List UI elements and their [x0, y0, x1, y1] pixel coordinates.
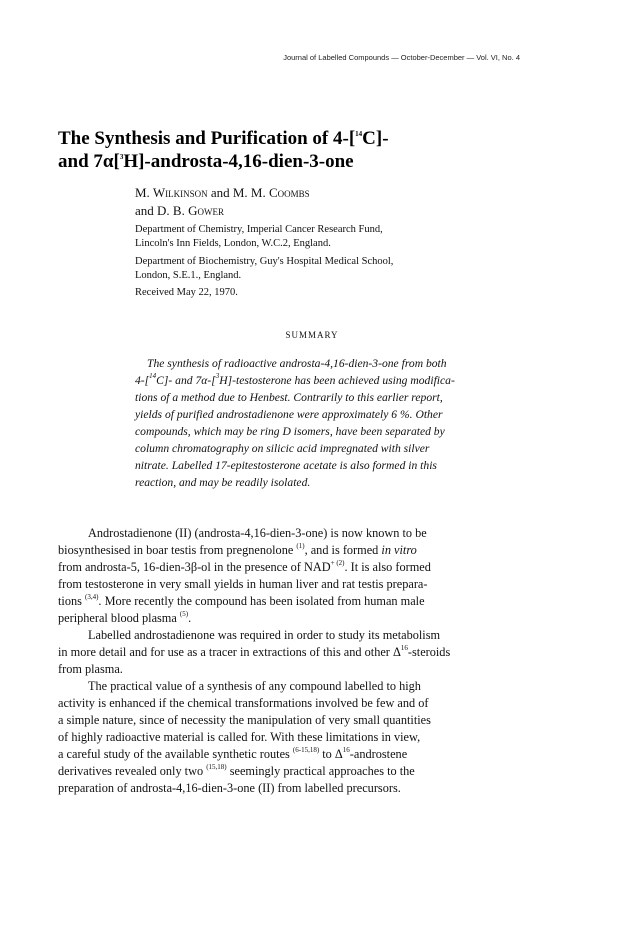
citation: (15,18) [206, 762, 227, 771]
received-date: Received May 22, 1970. [135, 287, 238, 298]
paragraph-2: Labelled androstadienone was required in order to study its metabolism [88, 628, 441, 642]
affiliation-1: Department of Chemistry, Imperial Cancer Research Fund, Lincoln's Inn Fields, London, W.C.2, England. [135, 224, 383, 249]
body-text: Androstadienone (II) (androsta-4,16-dien-3-one) is now known to be biosynthesised in boar testis from pregnenolone $^{(1)}$, and is formed in vitro from androsta-5, 16-dien-3β-ol in the presence of NAD+ $^{(2)}$. It is also formed from testosterone in very small yields in human liver and rat testis prepara- tions $^{(3,4)}$. More recently the compound has been isolated from human male peripheral blood plasma $^{(5)}$. Labelled androstadienone was required in order to study its metabolism in more detail and for use as a tracer in extractions of this and other $\Delta^{16}$-steroids from plasma. The practical value of a synthesis of any compound labelled to high activity is enhanced if the chemical transformations involved be few and of a simple nature, since of necessity the manipulation of very small quantities of highly radioactive material is called for. With these limitations in view, a careful study of the available synthetic routes $^{(6-15,18)}$ to $\Delta^{16}$-androstene derivatives revealed only two $^{(15,18)}$ seemingly practical approaches to the preparation of androsta-4,16-dien-3-one (II) from labelled precursors. [58, 525, 578, 797]
author-list: M. Wilkinson and M. M. Coombs and D. B. Gower [135, 185, 310, 218]
summary-abstract: The synthesis of radioactive androsta-4,16-dien-3-one from both 4-[$^{14}$C]- and 7α-[$^3$H]-testosterone has been achieved using modifica- tions of a method due to Henbest. Contrarily to this earlier report, yields of purified androstadienone were approximately 6 %. Other compounds, which may be ring D isomers, have been separated by column chromatography on silicic acid impregnated with silver nitrate. Labelled 17-epitestosterone acetate is also formed in this reaction, and may be readily isolated. [135, 357, 455, 489]
running-head: Journal of Labelled Compounds — October-December — Vol. VI, No. 4 [283, 53, 520, 62]
citation: (5) [179, 609, 189, 618]
author-name: M. M. Coombs [232, 185, 310, 200]
paragraph-1: Androstadienone (II) (androsta-4,16-dien-3-one) is now known to be [88, 526, 427, 540]
author-name: M. Wilkinson [135, 185, 208, 200]
paper-title [58, 127, 578, 173]
affiliation-2: Department of Biochemistry, Guy's Hospital Medical School, London, S.E.1., England. [135, 256, 394, 281]
citation: (6-15,18) [292, 745, 320, 754]
paragraph-3: The practical value of a synthesis of any compound labelled to high [88, 679, 421, 693]
title-line-2: and 7α[$^3$H]-androsta-4,16-dien-3-one [58, 151, 354, 172]
citation: (3,4) [85, 592, 99, 601]
citation: (1) [296, 541, 305, 550]
title-line-1: The Synthesis and Purification of 4-[$^{14}$C]- [58, 128, 389, 149]
author-name: D. B. Gower [157, 203, 224, 218]
summary-heading: SUMMARY [285, 330, 339, 340]
citation: (2) [334, 558, 345, 567]
